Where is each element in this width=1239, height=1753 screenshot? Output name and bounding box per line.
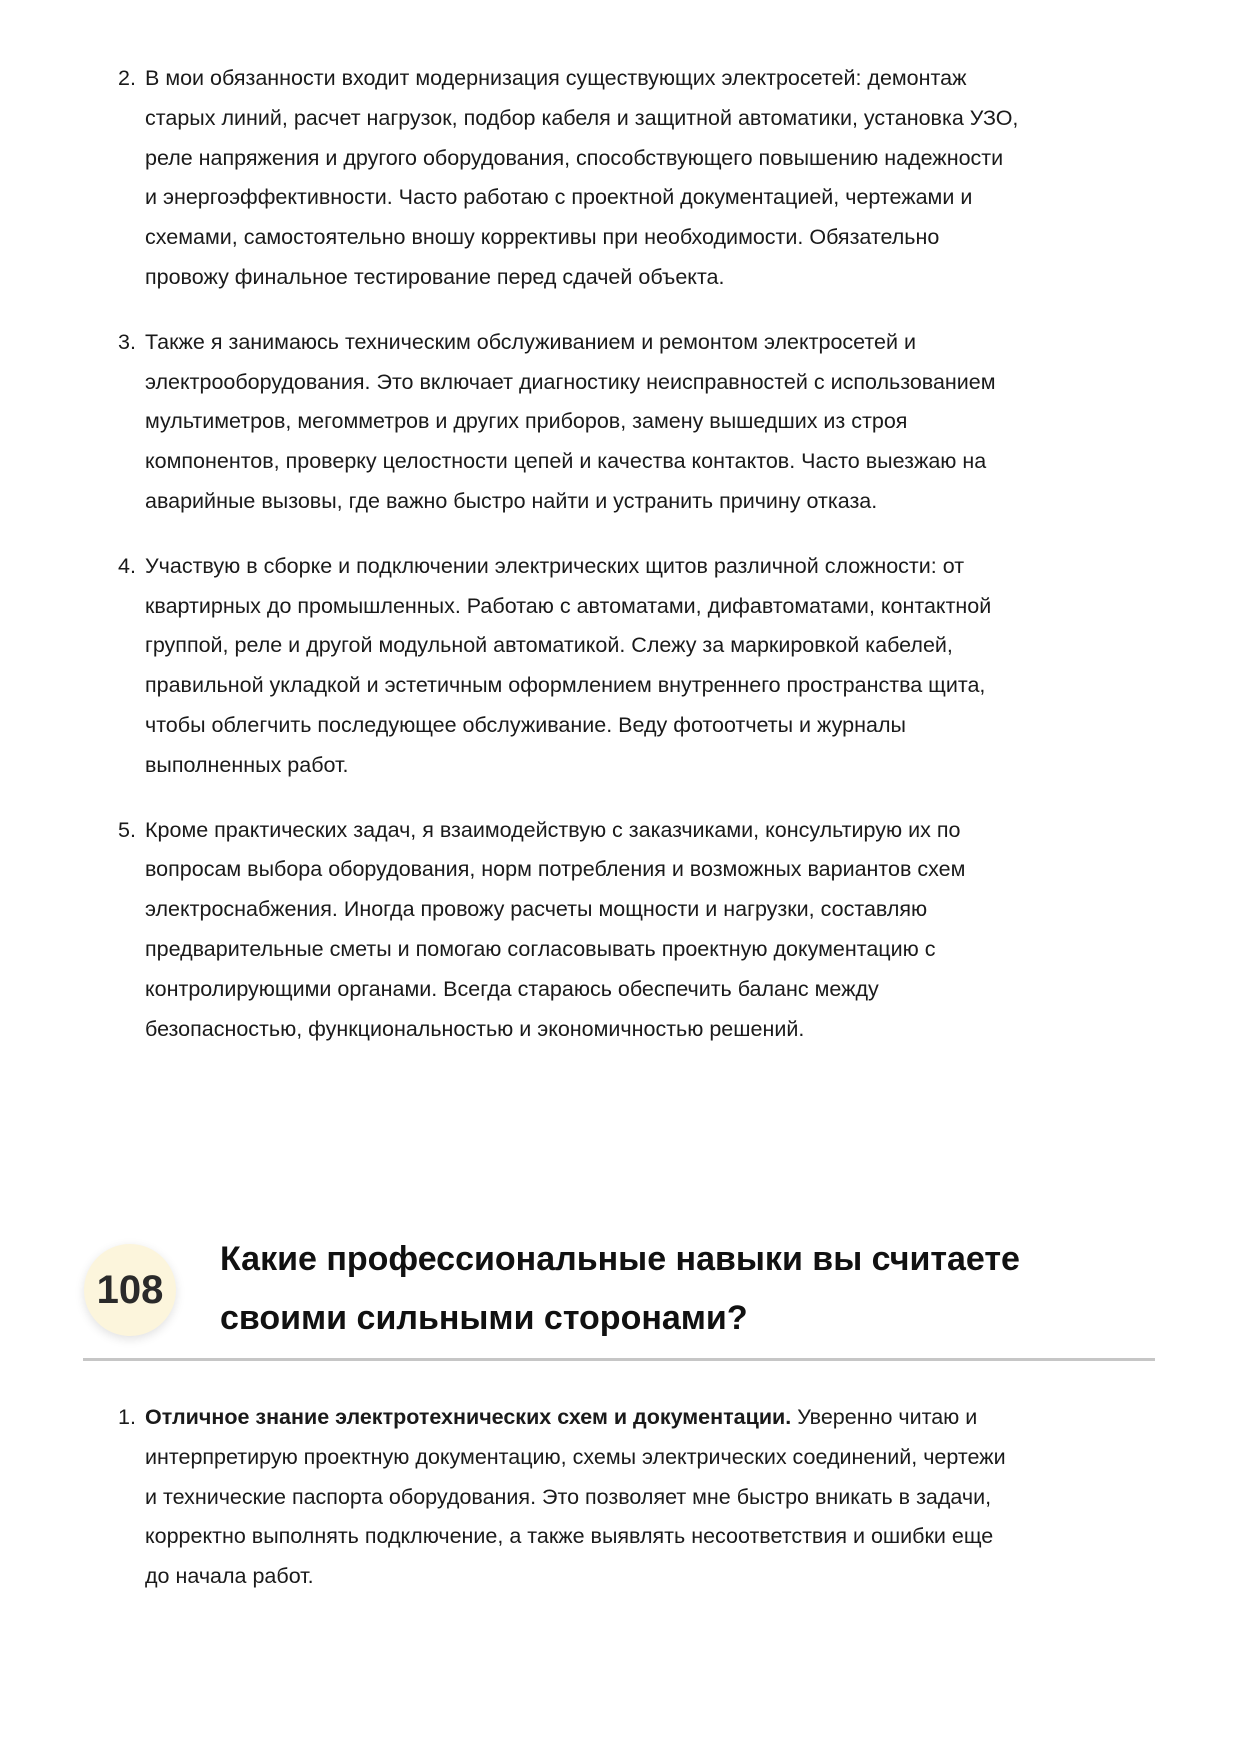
list-item [118, 323, 1178, 522]
list-item-number: 2. [118, 66, 136, 90]
list-item-number: 1. [118, 1405, 136, 1429]
list-item-line: до начала работ. [145, 1564, 314, 1589]
question-title-line: Какие профессиональные навыки вы считаете [220, 1240, 1020, 1278]
list-item-line: вопросам выбора оборудования, норм потребления и возможных вариантов схем [145, 857, 966, 882]
list-item-line: электроснабжения. Иногда провожу расчеты мощности и нагрузки, составляю [145, 897, 928, 922]
list-item-text: Уверенно читаю и [791, 1405, 978, 1429]
question-number-badge: 108 [84, 1244, 176, 1336]
list-item-line: правильной укладкой и эстетичным оформлением внутреннего пространства щита, [145, 673, 986, 698]
list-item-number: 5. [118, 817, 136, 842]
list-item-line: чтобы облегчить последующее обслуживание. Веду фотоотчеты и журналы [145, 712, 906, 737]
list-item-line: аварийные вызовы, где важно быстро найти и устранить причину отказа. [145, 488, 878, 513]
list-item-line: интерпретирую проектную документацию, схемы электрических соединений, чертежи [145, 1444, 1006, 1469]
question-title-line: своими сильными сторонами? [220, 1299, 748, 1337]
list-item-line: электрооборудования. Это включает диагностику неисправностей с использованием [145, 369, 996, 394]
list-item-line: провожу финальное тестирование перед сдачей объекта. [145, 264, 725, 289]
list-item-line: корректно выполнять подключение, а также выявлять несоответствия и ошибки еще [145, 1524, 994, 1549]
list-item-line: квартирных до промышленных. Работаю с автоматами, дифавтоматами, контактной [145, 593, 992, 618]
list-item-line: схемами, самостоятельно вношу коррективы при необходимости. Обязательно [145, 225, 940, 250]
list-item-line: контролирующими органами. Всегда стараюсь обеспечить баланс между [145, 976, 879, 1001]
list-item [118, 1398, 1178, 1597]
list-item-line: предварительные сметы и помогаю согласовывать проектную документацию с [145, 936, 936, 961]
list-item-line [145, 1398, 1178, 1438]
list-item-line: Кроме практических задач, я взаимодействую с заказчиками, консультирую их по [145, 817, 961, 842]
list-item-number: 4. [118, 553, 136, 578]
answer-list [118, 59, 1178, 1074]
list-item-line: группой, реле и другой модульной автоматикой. Слежу за маркировкой кабелей, [145, 633, 953, 658]
list-item-number: 3. [118, 329, 136, 354]
list-item [118, 59, 1178, 298]
list-item-line: реле напряжения и другого оборудования, способствующего повышению надежности [145, 145, 1004, 170]
list-item-line: Участвую в сборке и подключении электрических щитов различной сложности: от [145, 553, 965, 578]
list-item-line: старых линий, расчет нагрузок, подбор кабеля и защитной автоматики, установка УЗО, [145, 105, 1019, 130]
list-item-line: мультиметров, мегомметров и других приборов, замену вышедших из строя [145, 409, 908, 434]
list-item-line: Также я занимаюсь техническим обслуживанием и ремонтом электросетей и [145, 329, 916, 354]
list-item-line: безопасностью, функциональностью и экономичностью решений. [145, 1016, 805, 1041]
list-item [118, 811, 1178, 1050]
question-title [220, 1230, 1160, 1348]
section-divider [83, 1358, 1155, 1361]
list-item-line: выполненных работ. [145, 752, 349, 777]
list-item-line: компонентов, проверку целостности цепей и качества контактов. Часто выезжаю на [145, 449, 987, 474]
answer-list [118, 1398, 1178, 1622]
list-item-bold-lead: Отличное знание электротехнических схем и документации. [145, 1405, 792, 1429]
list-item-line: В мои обязанности входит модернизация существующих электросетей: демонтаж [145, 66, 967, 90]
list-item [118, 547, 1178, 786]
list-item-line: и энергоэффективности. Часто работаю с проектной документацией, чертежами и [145, 185, 973, 210]
list-item-line: и технические паспорта оборудования. Это позволяет мне быстро вникать в задачи, [145, 1484, 992, 1509]
